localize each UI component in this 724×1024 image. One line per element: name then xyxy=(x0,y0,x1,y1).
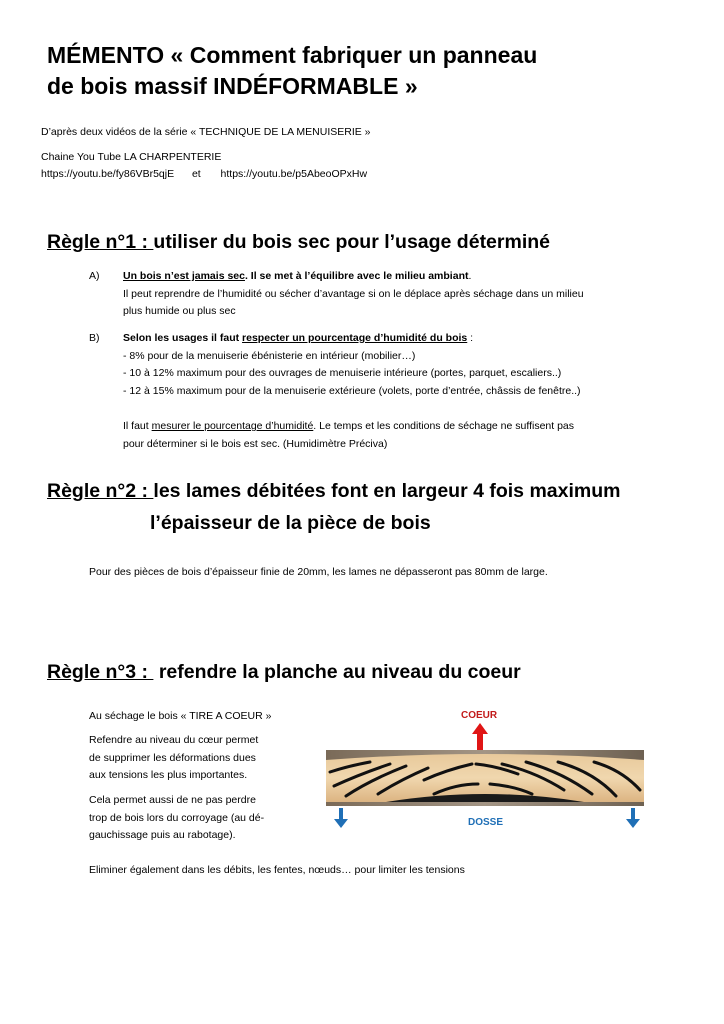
rule-2-title-2: l’épaisseur de la pièce de bois xyxy=(150,512,431,534)
video-link-1[interactable]: https://youtu.be/fy86VBr5qjE xyxy=(41,168,175,180)
board-section-image xyxy=(326,750,644,806)
rule-1-heading xyxy=(47,226,550,258)
rule-1-b-bold: Selon les usages il faut xyxy=(123,332,243,344)
rule-1-b-list-item: - 10 à 12% maximum pour des ouvrages de menuiserie intérieure (portes, parquet, escaliers..) xyxy=(123,367,562,379)
rule-3-p4: Eliminer également dans les débits, les fentes, nœuds… pour limiter les tensions xyxy=(89,864,465,876)
rule-1-b-measure-post: . Le temps et les conditions de séchage ne suffisent pas xyxy=(313,420,575,432)
rule-3-p3-line: Cela permet aussi de ne pas perdre xyxy=(89,794,256,806)
rule-3-p1: Au séchage le bois « TIRE A COEUR » xyxy=(89,710,272,722)
rule-3-label: Règle n°3 : xyxy=(47,661,154,683)
rule-1-b-measure-line-2: pour déterminer si le bois est sec. (Humidimètre Préciva) xyxy=(123,437,388,450)
source-line-1: D’après deux vidéos de la série « TECHNIQUE DE LA MENUISERIE » xyxy=(41,126,371,138)
rule-2-heading xyxy=(47,475,620,507)
link-separator: et xyxy=(191,168,201,180)
rule-3-p2 xyxy=(89,732,258,785)
rule-1-b-colon: : xyxy=(467,332,474,344)
wood-board-diagram xyxy=(326,710,644,830)
rule-1-a-dot: . xyxy=(468,270,472,282)
video-link-2[interactable]: https://youtu.be/p5AbeoOPxHw xyxy=(220,168,368,180)
title-line-2: de bois massif INDÉFORMABLE » xyxy=(47,73,418,99)
source-links xyxy=(41,166,367,183)
rule-1-a-line-1 xyxy=(123,268,683,286)
rule-1-a-line-3: plus humide ou plus sec xyxy=(123,305,236,317)
source-line-2: Chaine You Tube LA CHARPENTERIE xyxy=(41,151,222,163)
rule-1-b-measure-pre: Il faut xyxy=(123,420,152,432)
rule-1-b-text xyxy=(123,330,703,453)
title-line-1: MÉMENTO « Comment fabriquer un panneau xyxy=(47,42,538,68)
dosse-arrow-right-icon xyxy=(626,808,640,828)
rule-3-p2-line: aux tensions les plus importantes. xyxy=(89,769,248,781)
rule-3-p2-line: de supprimer les déformations dues xyxy=(89,751,256,764)
dosse-arrow-left-icon xyxy=(334,808,348,828)
rule-1-b-list-item: - 8% pour de la menuiserie ébénisterie en intérieur (mobilier…) xyxy=(123,349,416,362)
rule-1-title: utiliser du bois sec pour l’usage déterminé xyxy=(153,231,551,253)
rule-2-label: Règle n°2 : xyxy=(47,480,154,502)
rule-1-b-measure-line-1 xyxy=(123,418,703,436)
rule-1-b-list-item: - 12 à 15% maximum pour de la menuiserie extérieure (volets, porte d’entrée, châssis de fenêtre..) xyxy=(123,384,581,397)
dosse-label: DOSSE xyxy=(468,817,504,828)
rule-1-b-underlined: respecter un pourcentage d’humidité du bois xyxy=(242,332,468,344)
rule-1-b-label: B) xyxy=(89,332,100,344)
rule-3-p2-line: Refendre au niveau du cœur permet xyxy=(89,734,259,746)
rule-1-a-label: A) xyxy=(89,270,100,282)
rule-3-title: refendre la planche au niveau du coeur xyxy=(153,661,521,683)
rule-1-b-line-1 xyxy=(123,330,703,348)
rule-1-label: Règle n°1 : xyxy=(47,231,154,253)
rule-2-text: Pour des pièces de bois d’épaisseur finie de 20mm, les lames ne dépasseront pas 80mm de large. xyxy=(89,566,548,578)
rule-3-p3-line: trop de bois lors du corroyage (au dé- xyxy=(89,811,265,824)
rule-1-a-text xyxy=(123,268,683,321)
rule-2-title-1: les lames débitées font en largeur 4 fois maximum xyxy=(153,480,621,502)
rule-1-a-line-2: Il peut reprendre de l’humidité ou sécher d’avantage si on le déplace après séchage dans un milieu xyxy=(123,287,584,300)
coeur-arrow-icon xyxy=(472,723,488,751)
rule-3-p3 xyxy=(89,792,264,845)
rule-3-heading xyxy=(47,656,521,688)
page-title xyxy=(47,40,687,102)
rule-1-a-underlined: Un bois n’est jamais sec xyxy=(123,270,245,282)
rule-1-a-bold: . Il se met à l’équilibre avec le milieu ambiant xyxy=(244,270,469,282)
rule-1-b-measure-underlined: mesurer le pourcentage d’humidité xyxy=(151,420,314,432)
coeur-label: COEUR xyxy=(461,710,498,721)
rule-3-p3-line: gauchissage puis au rabotage). xyxy=(89,829,236,841)
